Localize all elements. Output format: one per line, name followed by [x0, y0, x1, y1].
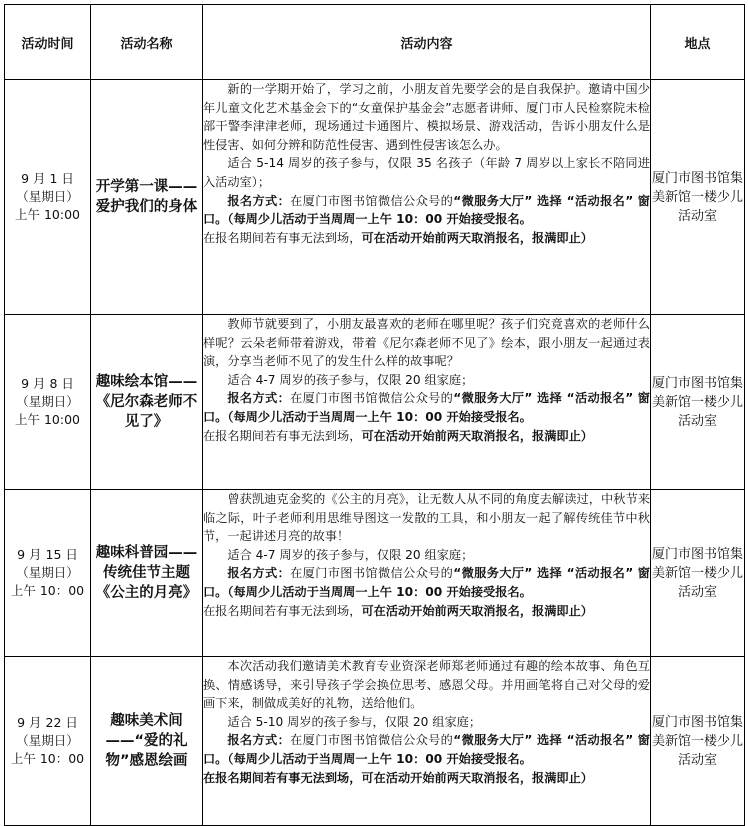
time-date: 9 月 1 日: [21, 171, 74, 186]
activity-audience: 适合 4-7 周岁的孩子参与，仅限 20 组家庭；: [227, 547, 474, 562]
time-date: 9 月 15 日: [17, 547, 78, 562]
cancel-text: 在报名期间若有事无法到场，: [203, 428, 362, 443]
activity-cancel: [203, 769, 650, 788]
activity-name: 趣味科普园——传统佳节主题《公主的月亮》: [91, 490, 203, 657]
activity-place: 厦门市图书馆集美新馆一楼少儿活动室: [651, 315, 745, 490]
activity-cancel: [203, 229, 650, 248]
activity-intro: 新的一学期开始了，学习之前，小朋友首先要学会的是自我保护。邀请中国少年儿童文化艺术基金会下的“女童保护基金会”志愿者讲师、厦门市人民检察院未检部干警李津津老师，现场通过卡通图片、模拟场景、游戏活动，告诉小朋友什么是性侵害、如何分辨和防范性侵害、遇到性侵害该怎么办。: [203, 82, 650, 152]
signup-text: 在厦门市图书馆微信公众号的: [290, 733, 454, 748]
cancel-detail: 可在活动开始前两天取消报名，报满即止）: [361, 230, 593, 245]
time-hour: 上午 10：00: [10, 751, 85, 766]
signup-detail: “微服务大厅” 选择 “活动报名” 窗口。（每周少儿活动于当周周一上午 10：00 开始接受报名。: [203, 193, 650, 227]
header-row: [5, 5, 745, 80]
signup-text: 在厦门市图书馆微信公众号的: [290, 193, 454, 208]
cancel-detail: 可在活动开始前两天取消报名，报满即止）: [361, 603, 593, 618]
activity-cancel: [203, 427, 650, 446]
activity-content: [203, 315, 651, 490]
activity-signup: [203, 192, 650, 229]
time-weekday: （星期日）: [16, 189, 79, 204]
activity-time: [5, 315, 91, 490]
cancel-text: 在报名期间若有事无法到场，: [203, 230, 362, 245]
activity-name: 趣味绘本馆——《尼尔森老师不见了》: [91, 315, 203, 490]
signup-label: 报名方式：: [227, 193, 291, 208]
activity-table: [4, 4, 745, 826]
time-hour: 上午 10:00: [15, 412, 80, 427]
signup-text: 在厦门市图书馆微信公众号的: [290, 566, 454, 581]
activity-time: [5, 490, 91, 657]
time-date: 9 月 8 日: [21, 376, 74, 391]
activity-audience: 适合 5-10 周岁的孩子参与，仅限 20 组家庭；: [227, 714, 482, 729]
time-weekday: （星期日）: [16, 733, 79, 748]
activity-content: [203, 490, 651, 657]
activity-place: 厦门市图书馆集美新馆一楼少儿活动室: [651, 490, 745, 657]
header-name: 活动名称: [91, 5, 203, 80]
activity-place: 厦门市图书馆集美新馆一楼少儿活动室: [651, 80, 745, 315]
activity-signup: [203, 564, 650, 601]
activity-intro: 曾获凯迪克金奖的《公主的月亮》，让无数人从不同的角度去解读过，中秋节来临之际，叶子老师利用思维导图这一发散的工具，和小朋友一起了解传统佳节中秋节，一起讲述月亮的故事！: [203, 492, 650, 544]
activity-time: [5, 657, 91, 826]
signup-label: 报名方式：: [227, 391, 291, 406]
table-row: [5, 80, 745, 315]
signup-text: 在厦门市图书馆微信公众号的: [290, 391, 454, 406]
time-date: 9 月 22 日: [17, 715, 78, 730]
activity-content: [203, 80, 651, 315]
cancel-detail: 在报名期间若有事无法到场，可在活动开始前两天取消报名，报满即止）: [203, 770, 593, 785]
activity-name: 开学第一课——爱护我们的身体: [91, 80, 203, 315]
table-row: [5, 490, 745, 657]
activity-intro: 本次活动我们邀请美术教育专业资深老师郑老师通过有趣的绘本故事、角色互换、情感诱导，来引导孩子学会换位思考、感恩父母。并用画笔将自己对父母的爱画下来，制做成美好的礼物，送给他们。: [203, 659, 650, 711]
time-weekday: （星期日）: [16, 565, 79, 580]
activity-signup: [203, 731, 650, 768]
cancel-text: 在报名期间若有事无法到场，: [203, 603, 362, 618]
signup-label: 报名方式：: [227, 566, 291, 581]
signup-detail: “微服务大厅” 选择 “活动报名” 窗口。（每周少儿活动于当周周一上午 10：00 开始接受报名。: [203, 566, 650, 599]
signup-detail: “微服务大厅” 选择 “活动报名” 窗口。（每周少儿活动于当周周一上午 10：00 开始接受报名。: [203, 733, 650, 766]
header-time: 活动时间: [5, 5, 91, 80]
header-place: 地点: [651, 5, 745, 80]
activity-audience: 适合 4-7 周岁的孩子参与，仅限 20 组家庭；: [227, 372, 474, 387]
activity-content: [203, 657, 651, 826]
time-hour: 上午 10：00: [10, 583, 85, 598]
cancel-detail: 可在活动开始前两天取消报名，报满即止）: [361, 428, 593, 443]
signup-detail: “微服务大厅” 选择 “活动报名” 窗口。（每周少儿活动于当周周一上午 10：00 开始接受报名。: [203, 391, 650, 424]
activity-place: 厦门市图书馆集美新馆一楼少儿活动室: [651, 657, 745, 826]
activity-intro: 教师节就要到了，小朋友最喜欢的老师在哪里呢？孩子们究竟喜欢的老师什么样呢？云朵老师带着游戏，带着《尼尔森老师不见了》绘本，跟小朋友一起通过表演，分享当老师不见了的发生什么样的故事呢？: [203, 317, 650, 369]
activity-audience: 适合 5-14 周岁的孩子参与，仅限 35 名孩子（年龄 7 周岁以上家长不陪同进入活动室）；: [203, 156, 650, 189]
time-hour: 上午 10:00: [15, 207, 80, 222]
activity-name: 趣味美术间——“爱的礼物”感恩绘画: [91, 657, 203, 826]
signup-label: 报名方式：: [227, 733, 291, 748]
activity-signup: [203, 389, 650, 426]
table-row: [5, 315, 745, 490]
time-weekday: （星期日）: [16, 394, 79, 409]
table-row: [5, 657, 745, 826]
activity-time: [5, 80, 91, 315]
activity-cancel: [203, 602, 650, 621]
header-content: 活动内容: [203, 5, 651, 80]
